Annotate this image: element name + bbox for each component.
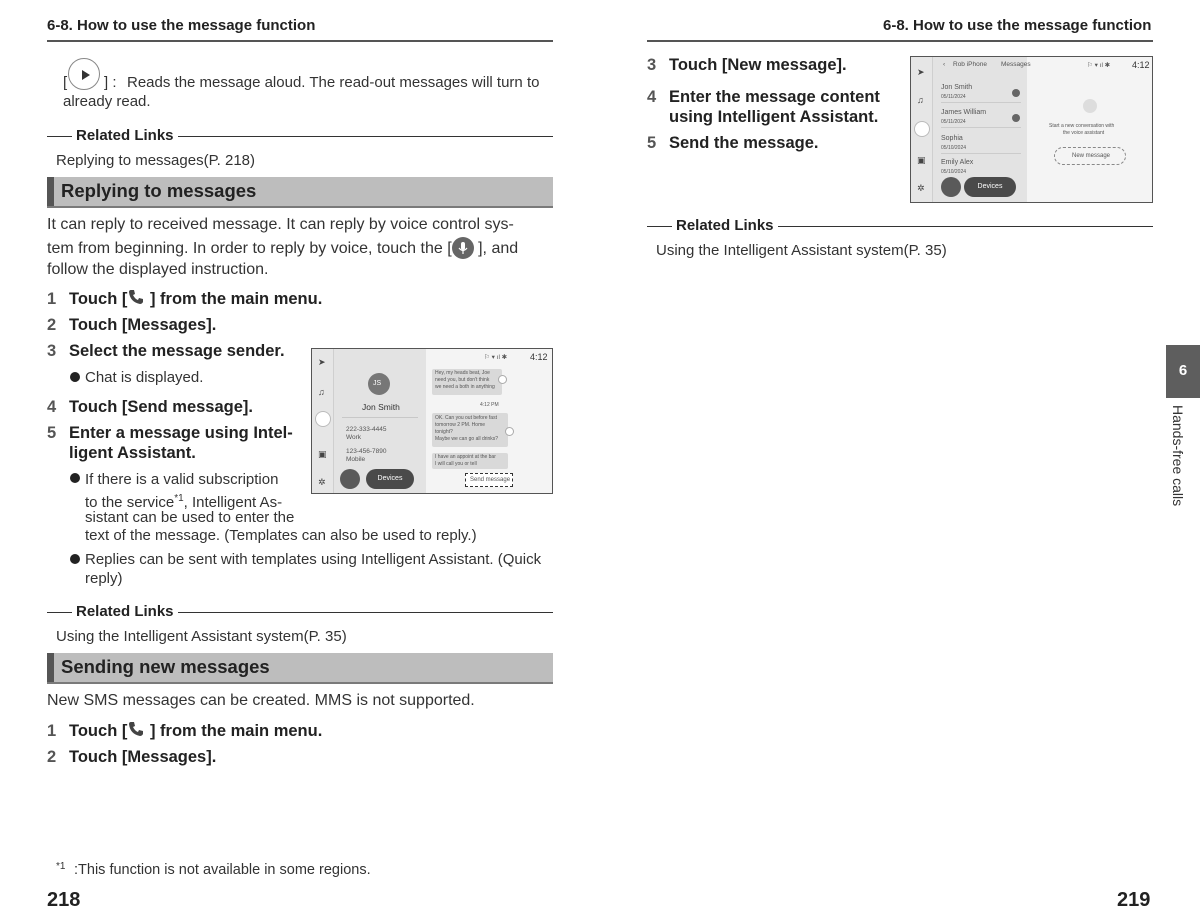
message-time: 4:12 PM <box>480 402 499 408</box>
step-number: 4 <box>647 88 657 106</box>
step-5-line2: ligent Assistant. <box>69 444 196 462</box>
phone-icon <box>315 411 331 427</box>
step-5-line1: Enter a message using Intel- <box>69 424 293 442</box>
sub-note1-l3: sistant can be used to enter the <box>85 509 295 526</box>
chat-note: Chat is displayed. <box>85 369 204 386</box>
related-link[interactable]: Using the Intelligent Assistant system(P. 35) <box>56 628 347 645</box>
status-icons: ⚐ ▾ ıl ✱ <box>1087 62 1111 69</box>
contact-date: 05/11/2024 <box>941 119 966 125</box>
avatar-initials: JS <box>373 380 382 387</box>
sub-note2-l2: reply) <box>85 570 123 587</box>
clock: 4:12 <box>530 352 548 362</box>
sub-note1-l4: text of the message. (Templates can also be used to reply.) <box>85 527 477 544</box>
section-title-bar <box>47 653 553 684</box>
step-3-text: Select the message sender. <box>69 342 285 360</box>
section-title: Sending new messages <box>61 656 270 677</box>
related-link[interactable]: Replying to messages(P. 218) <box>56 152 255 169</box>
navigation-icon: ➤ <box>917 67 925 77</box>
related-links-label: Related Links <box>72 127 178 144</box>
step-number: 4 <box>47 398 57 416</box>
bullet <box>70 372 80 382</box>
step-number: 2 <box>47 316 57 334</box>
breadcrumb-messages: Messages <box>1001 61 1031 68</box>
section-title-bar <box>47 177 553 208</box>
contact-name[interactable]: Jon Smith <box>941 84 973 91</box>
hint-line1: Start a new conversation with <box>1049 123 1115 129</box>
section-title: Replying to messages <box>61 180 257 201</box>
music-icon: ♫ <box>917 95 924 105</box>
right-page-header: 6-8. How to use the message function <box>883 17 1152 34</box>
chat-screenshot <box>311 348 553 494</box>
step-number: 1 <box>47 722 57 740</box>
readout-line1: Reads the message aloud. The read-out messages will turn to <box>127 74 540 91</box>
step-number: 2 <box>47 748 57 766</box>
step-2-text: Touch [Messages]. <box>69 316 217 334</box>
contact-name[interactable]: Emily Alex <box>941 159 974 166</box>
back-chevron-icon: ‹ <box>943 61 946 68</box>
new-step-1-after: ] from the main menu. <box>149 722 323 740</box>
chapter-tab <box>1166 345 1200 398</box>
right-step-5-text: Send the message. <box>669 134 819 152</box>
related-links-label: Related Links <box>72 603 178 620</box>
new-step-2-text: Touch [Messages]. <box>69 748 217 766</box>
play-icon[interactable] <box>498 375 507 384</box>
phone-icon <box>127 288 145 306</box>
new-para: New SMS messages can be created. MMS is not supported. <box>47 692 475 709</box>
mic-button[interactable] <box>340 469 360 489</box>
step-1-before: Touch [ <box>69 290 128 308</box>
unread-dot <box>1012 89 1020 97</box>
readout-bracket-close: ] : <box>104 74 117 91</box>
message-text: tomorrow 2 PM. Home <box>435 422 486 428</box>
hint-line2: the voice assistant <box>1063 130 1105 136</box>
step-1-after: ] from the main menu. <box>149 290 323 308</box>
message-text: need you, but don't think <box>435 377 490 383</box>
car-icon: ▣ <box>917 155 926 165</box>
step-1-text <box>69 290 322 309</box>
chapter-label: Hands-free calls <box>1170 405 1186 507</box>
footnote-text: :This function is not available in some regions. <box>74 862 371 878</box>
readout-bracket-open: [ <box>63 74 68 91</box>
step-number: 1 <box>47 290 57 308</box>
sub-note1-l2a: to the service <box>85 494 175 511</box>
assistant-icon <box>1083 99 1097 113</box>
contact-date: 05/10/2024 <box>941 169 967 175</box>
sub-note1-l2b: , Intelligent As- <box>183 494 283 511</box>
music-icon: ♫ <box>318 387 325 397</box>
contact-date: 05/10/2024 <box>941 145 967 151</box>
chapter-number: 6 <box>1178 362 1188 379</box>
right-header-rule <box>647 40 1153 42</box>
footnote-ref: *1 <box>174 493 184 504</box>
send-message-label: Send message <box>470 477 511 483</box>
sub-note2-l1: Replies can be sent with templates using Intelligent Assistant. (Quick <box>85 551 542 568</box>
breadcrumb-device[interactable]: Rob iPhone <box>953 61 987 68</box>
footnote-mark: *1 <box>56 861 66 872</box>
reply-para-line3: follow the displayed instruction. <box>47 261 269 278</box>
contact-date: 05/11/2024 <box>941 94 966 100</box>
message-text: we need a both in anything <box>435 384 495 390</box>
divider <box>342 417 418 418</box>
left-page-header: 6-8. How to use the message function <box>47 17 316 34</box>
divider <box>941 153 1021 154</box>
car-icon: ▣ <box>318 449 327 459</box>
reply-para-line2 <box>47 238 518 260</box>
left-header-rule <box>47 40 553 42</box>
readout-line2: already read. <box>63 93 151 110</box>
right-step-4-line1: Enter the message content <box>669 88 880 106</box>
phone-icon <box>127 720 145 738</box>
nav-rail <box>911 57 933 202</box>
new-step-1-before: Touch [ <box>69 722 128 740</box>
play-icon[interactable] <box>505 427 514 436</box>
step-number: 3 <box>47 342 57 360</box>
new-step-1-text <box>69 722 322 741</box>
right-step-4-line2: using Intelligent Assistant. <box>669 108 879 126</box>
phone-label: Work <box>346 434 362 441</box>
related-links-label: Related Links <box>672 217 778 234</box>
phone-icon <box>914 121 930 137</box>
phone-label: Mobile <box>346 456 366 463</box>
bullet <box>70 473 80 483</box>
message-list-screenshot <box>910 56 1153 203</box>
phone-number[interactable]: 123-456-7890 <box>346 448 387 455</box>
clock: 4:12 <box>1132 60 1150 70</box>
step-number: 5 <box>47 424 57 442</box>
contact-name[interactable]: Sophia <box>941 135 963 142</box>
settings-icon: ✲ <box>917 183 925 193</box>
right-step-3-text: Touch [New message]. <box>669 56 847 74</box>
divider <box>941 102 1021 103</box>
message-text: Maybe we can go all drinks? <box>435 436 499 442</box>
reply-para-line2a: tem from beginning. In order to reply by voice, touch the [ <box>47 240 452 258</box>
step-number: 3 <box>647 56 657 74</box>
page-number: 218 <box>47 889 81 911</box>
bullet <box>70 554 80 564</box>
unread-dot <box>1012 114 1020 122</box>
reply-para-line1: It can reply to received message. It can reply by voice control sys- <box>47 216 514 233</box>
devices-button[interactable]: Devices <box>964 177 1016 197</box>
settings-icon: ✲ <box>318 477 326 487</box>
message-text: Hey, my heads beat, Joe <box>435 370 490 376</box>
page-number: 219 <box>1117 889 1151 911</box>
message-text: OK. Can you out before fast <box>435 415 497 421</box>
devices-button[interactable]: Devices <box>366 469 414 489</box>
message-text: I have an appoint at the bar <box>435 454 496 460</box>
message-text: I will call you or tell <box>435 461 477 467</box>
related-link[interactable]: Using the Intelligent Assistant system(P. 35) <box>656 242 947 259</box>
mic-icon <box>452 237 474 259</box>
new-message-label: New message <box>1072 153 1111 159</box>
message-text: tonight? <box>435 429 453 435</box>
step-4-text: Touch [Send message]. <box>69 398 253 416</box>
nav-rail <box>312 349 334 493</box>
navigation-icon: ➤ <box>318 357 326 367</box>
status-icons: ⚐ ▾ ıl ✱ <box>484 354 508 361</box>
reply-para-line2b: ], and <box>478 240 519 258</box>
mic-button[interactable] <box>941 177 961 197</box>
divider <box>941 127 1021 128</box>
play-icon <box>68 58 100 90</box>
phone-number[interactable]: 222-333-4445 <box>346 426 387 433</box>
sub-note1-l1: If there is a valid subscription <box>85 471 279 488</box>
contact-name[interactable]: James William <box>941 109 987 116</box>
contact-name: Jon Smith <box>362 402 400 412</box>
step-number: 5 <box>647 134 657 152</box>
